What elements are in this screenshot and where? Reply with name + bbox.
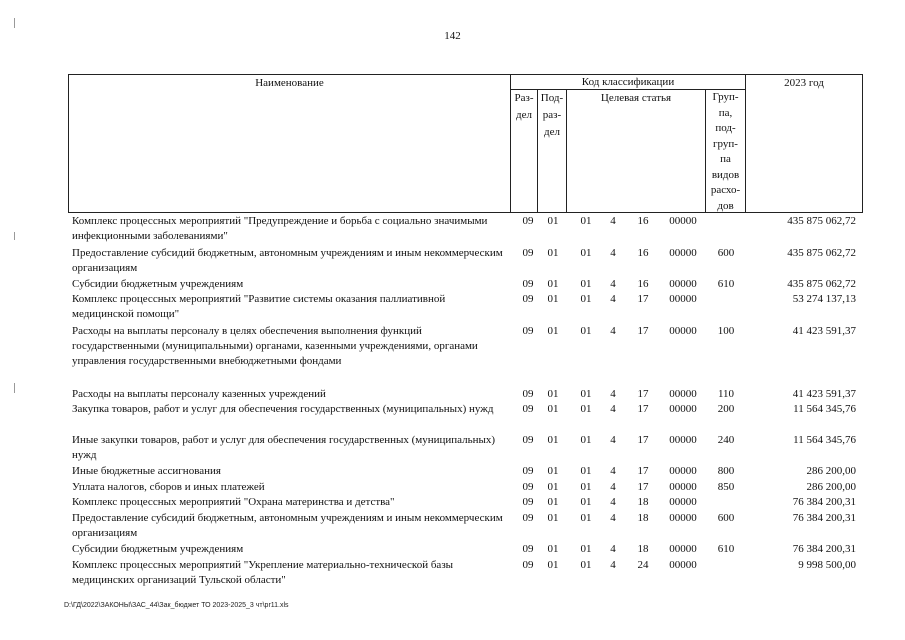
row-target-type: 4: [610, 325, 616, 337]
row-podrazdel: 01: [547, 559, 559, 571]
row-razdel: 09: [522, 247, 534, 259]
scan-margin-mark: [14, 383, 15, 393]
row-amount: 11 564 345,76: [793, 434, 856, 446]
row-target-complex: 17: [637, 434, 649, 446]
row-podrazdel: 01: [547, 278, 559, 290]
row-razdel: 09: [522, 325, 534, 337]
header-name-cell: [68, 74, 511, 213]
row-target-direction: 00000: [669, 388, 697, 400]
row-target-program: 01: [580, 325, 592, 337]
row-name: Закупка товаров, работ и услуг для обеспечения государственных (муниципальных) нужд: [72, 403, 494, 415]
row-amount: 41 423 591,37: [792, 388, 856, 400]
row-name: Комплекс процессных мероприятий "Укрепление материально-технической базы медицинских организаций Тульской области": [72, 559, 454, 586]
row-target-type: 4: [610, 559, 616, 571]
row-amount: 11 564 345,76: [793, 403, 856, 415]
row-name: Предоставление субсидий бюджетным, автономным учреждениям и иным некоммерческим организациям: [72, 247, 503, 274]
row-name: Уплата налогов, сборов и иных платежей: [72, 481, 265, 493]
row-amount: 53 274 137,13: [792, 293, 856, 305]
row-vid: 610: [717, 543, 735, 555]
row-amount: 435 875 062,72: [787, 278, 856, 290]
row-amount: 435 875 062,72: [787, 215, 856, 227]
row-target-complex: 17: [637, 293, 649, 305]
row-target-complex: 16: [637, 278, 649, 290]
scan-margin-mark: [14, 232, 15, 240]
row-target-direction: 00000: [669, 512, 697, 524]
row-amount: 41 423 591,37: [792, 325, 856, 337]
row-razdel: 09: [522, 465, 534, 477]
row-target-complex: 16: [637, 247, 649, 259]
row-amount: 76 384 200,31: [792, 543, 856, 555]
header-podrazdel-line: дел: [544, 126, 560, 138]
row-vid: 100: [717, 325, 735, 337]
row-razdel: 09: [522, 434, 534, 446]
row-target-type: 4: [610, 247, 616, 259]
row-podrazdel: 01: [547, 325, 559, 337]
row-target-program: 01: [580, 481, 592, 493]
row-target-direction: 00000: [669, 543, 697, 555]
header-code-group: Код классификации: [581, 76, 675, 88]
row-target-program: 01: [580, 434, 592, 446]
row-target-type: 4: [610, 496, 616, 508]
row-podrazdel: 01: [547, 465, 559, 477]
header-vid-cell: [705, 89, 746, 213]
row-target-direction: 00000: [669, 247, 697, 259]
row-name: Субсидии бюджетным учреждениям: [72, 278, 244, 290]
header-podrazdel-line: раз-: [542, 109, 562, 121]
header-target: Целевая статья: [600, 92, 672, 104]
row-vid: 800: [717, 465, 735, 477]
row-vid: 240: [717, 434, 735, 446]
row-vid: 110: [717, 388, 735, 400]
row-name: Предоставление субсидий бюджетным, автономным учреждениям и иным некоммерческим организациям: [72, 512, 503, 539]
row-target-direction: 00000: [669, 215, 697, 227]
row-target-type: 4: [610, 481, 616, 493]
page-number: 142: [444, 30, 461, 42]
header-podrazdel-line: Под-: [540, 92, 564, 104]
file-path-footer: D:\ГД\2022\ЗАКОНЫ\ЗАС_44\Зак_бюджет ТО 2023-2025_3 чт\pr11.xls: [64, 602, 289, 609]
row-target-complex: 16: [637, 215, 649, 227]
row-target-direction: 00000: [669, 496, 697, 508]
row-target-complex: 24: [637, 559, 649, 571]
row-target-program: 01: [580, 543, 592, 555]
row-razdel: 09: [522, 388, 534, 400]
scan-margin-mark: [14, 18, 15, 28]
row-podrazdel: 01: [547, 481, 559, 493]
row-target-type: 4: [610, 512, 616, 524]
row-razdel: 09: [522, 543, 534, 555]
row-target-program: 01: [580, 465, 592, 477]
row-target-type: 4: [610, 293, 616, 305]
row-name: Расходы на выплаты персоналу казенных учреждений: [72, 388, 326, 400]
row-amount: 76 384 200,31: [792, 496, 856, 508]
row-target-type: 4: [610, 465, 616, 477]
row-target-type: 4: [610, 543, 616, 555]
header-podrazdel: [538, 90, 566, 141]
header-vid-line: па,: [718, 106, 733, 119]
row-target-type: 4: [610, 278, 616, 290]
header-vid-line: расхо-: [710, 184, 741, 196]
header-vid-line: видов: [711, 168, 740, 181]
row-vid: 850: [717, 481, 735, 493]
row-target-complex: 17: [637, 325, 649, 337]
row-vid: 610: [717, 278, 735, 290]
row-target-type: 4: [610, 215, 616, 227]
header-podrazdel-cell: [537, 89, 567, 213]
row-target-type: 4: [610, 403, 616, 415]
row-target-complex: 18: [637, 496, 649, 508]
row-razdel: 09: [522, 512, 534, 524]
row-razdel: 09: [522, 215, 534, 227]
header-vid: [706, 90, 745, 214]
row-amount: 435 875 062,72: [787, 247, 856, 259]
row-name: Комплекс процессных мероприятий "Предупреждение и борьба с социально значимыми инфекционными заболеваниями": [72, 215, 488, 242]
row-podrazdel: 01: [547, 247, 559, 259]
header-vid-line: под-: [715, 122, 736, 134]
header-vid-line: груп-: [713, 137, 738, 150]
row-vid: 200: [717, 403, 735, 415]
row-name: Расходы на выплаты персоналу в целях обеспечения выполнения функций государственными (муниципальными) органами, казенными учреждениями, органами управления государственными внебюджетными фондами: [72, 325, 478, 367]
row-razdel: 09: [522, 403, 534, 415]
row-target-complex: 18: [637, 512, 649, 524]
header-razdel-line: дел: [516, 109, 532, 121]
row-target-direction: 00000: [669, 481, 697, 493]
header-vid-line: Груп-: [712, 91, 739, 103]
row-target-direction: 00000: [669, 278, 697, 290]
header-razdel-cell: [510, 89, 538, 213]
row-target-direction: 00000: [669, 325, 697, 337]
row-name: Комплекс процессных мероприятий "Охрана материнства и детства": [72, 496, 395, 508]
row-target-direction: 00000: [669, 434, 697, 446]
header-year-cell: [745, 74, 863, 213]
row-name: Субсидии бюджетным учреждениям: [72, 543, 244, 555]
row-target-complex: 17: [637, 481, 649, 493]
row-razdel: 09: [522, 293, 534, 305]
row-target-complex: 17: [637, 388, 649, 400]
row-podrazdel: 01: [547, 496, 559, 508]
row-podrazdel: 01: [547, 388, 559, 400]
row-target-complex: 18: [637, 543, 649, 555]
row-podrazdel: 01: [547, 512, 559, 524]
header-year: 2023 год: [784, 77, 824, 89]
row-target-program: 01: [580, 247, 592, 259]
row-vid: 600: [717, 247, 735, 259]
header-name: Наименование: [255, 77, 324, 89]
row-target-complex: 17: [637, 465, 649, 477]
row-target-program: 01: [580, 278, 592, 290]
header-vid-line: па: [720, 153, 731, 165]
header-razdel: [511, 90, 537, 124]
row-razdel: 09: [522, 278, 534, 290]
row-amount: 286 200,00: [806, 481, 856, 493]
row-podrazdel: 01: [547, 434, 559, 446]
row-podrazdel: 01: [547, 403, 559, 415]
row-target-program: 01: [580, 215, 592, 227]
row-target-program: 01: [580, 559, 592, 571]
row-target-program: 01: [580, 403, 592, 415]
row-target-complex: 17: [637, 403, 649, 415]
row-amount: 76 384 200,31: [792, 512, 856, 524]
header-vid-line: дов: [717, 199, 734, 212]
row-target-type: 4: [610, 388, 616, 400]
header-target-cell: [566, 89, 706, 213]
row-name: Иные бюджетные ассигнования: [72, 465, 221, 477]
row-razdel: 09: [522, 496, 534, 508]
row-target-direction: 00000: [669, 465, 697, 477]
row-target-direction: 00000: [669, 293, 697, 305]
row-podrazdel: 01: [547, 293, 559, 305]
row-amount: 9 998 500,00: [798, 559, 856, 571]
row-target-type: 4: [610, 434, 616, 446]
row-name: Иные закупки товаров, работ и услуг для обеспечения государственных (муниципальных) нужд: [72, 434, 496, 461]
row-target-program: 01: [580, 496, 592, 508]
row-vid: 600: [717, 512, 735, 524]
row-target-program: 01: [580, 512, 592, 524]
row-podrazdel: 01: [547, 215, 559, 227]
header-code-group-cell: [510, 74, 746, 90]
row-razdel: 09: [522, 559, 534, 571]
row-target-direction: 00000: [669, 403, 697, 415]
row-target-program: 01: [580, 293, 592, 305]
row-name: Комплекс процессных мероприятий "Развитие системы оказания паллиативной медицинской помощи": [72, 293, 446, 320]
row-amount: 286 200,00: [806, 465, 856, 477]
row-podrazdel: 01: [547, 543, 559, 555]
row-target-program: 01: [580, 388, 592, 400]
row-target-direction: 00000: [669, 559, 697, 571]
row-razdel: 09: [522, 481, 534, 493]
header-razdel-line: Раз-: [514, 92, 534, 104]
